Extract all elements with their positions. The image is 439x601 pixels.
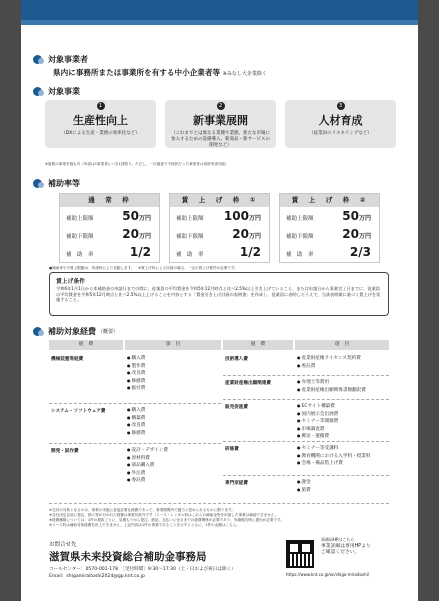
wage-condition-box	[49, 272, 389, 316]
expense-items	[127, 447, 168, 485]
expense-kind: 販売促進費	[225, 405, 248, 410]
rate-unit: 万円	[138, 233, 151, 240]
section-target	[33, 54, 88, 65]
expense-row	[49, 444, 221, 504]
rate-unit: 万円	[138, 215, 151, 222]
section-bullet-icon	[33, 87, 42, 96]
card-name: 人材育成	[318, 114, 363, 127]
rate-label: 補 助 率	[286, 252, 314, 258]
target-text: 県内に事務所または事業所を有する中小企業者等	[53, 68, 221, 77]
expense-row	[223, 442, 389, 476]
expense-row	[49, 352, 221, 404]
expense-item: ● 産業財産権出願関係書類翻訳費	[297, 387, 366, 395]
card-description: （DXによる生産・業務の効率化など）	[61, 131, 140, 136]
expense-row	[223, 476, 389, 504]
section-title: 対象事業	[48, 87, 80, 96]
expense-kind: 技術導入費	[225, 357, 248, 362]
section-title: 補助対象経費	[48, 327, 96, 336]
rate-unit: 万円	[358, 233, 371, 240]
expense-items	[297, 445, 370, 468]
expense-item: ● 購入費	[127, 407, 145, 415]
rate-value: 20	[232, 227, 249, 241]
card-number: 3	[337, 102, 345, 110]
rate-box-wage1	[169, 193, 270, 263]
expense-item: ● 構築費	[127, 415, 145, 423]
section-title: 対象事業者	[48, 55, 88, 64]
expense-note: ※経費種類については、1件の税抜ごとに、見積もりから発注、納品、支払いに至るまでの経費関係が必要であり、実績報告時に提出が必要です。	[49, 518, 284, 522]
expense-row	[223, 352, 389, 376]
card-description: （これまでとは異なる業種や業態、新たな市場に参入するための設備導入、新商品・新サービスの開発など）	[171, 131, 270, 148]
rates-note: ●補助率や予算上限額は、申請時により変動します。 ※賃上げ枠による申請の場合、一定の賃上げ要件が必要です。	[49, 266, 238, 270]
qr-text: ご確認ください。	[321, 550, 360, 555]
expense-item: ● 部品購入費	[127, 462, 168, 470]
expense-kind: 専門家経費	[225, 481, 248, 486]
rate-row-max	[60, 207, 159, 225]
rate-unit: 万円	[358, 215, 371, 222]
expense-kind: 開発・試作費	[51, 449, 79, 454]
rate-value: 100	[223, 209, 249, 223]
expense-item: ● 市場調査費	[297, 426, 338, 434]
expense-item: ● ECサイト構築費	[297, 403, 338, 411]
expense-items	[127, 407, 145, 437]
expense-item: ● 産業財産権ライセンス契約費	[297, 355, 361, 363]
exp-header-kind-right: 経 費	[223, 340, 293, 350]
expense-item: ● 弁理士等費用	[297, 379, 366, 387]
rate-label: 補助下限額	[66, 234, 94, 240]
expense-items	[297, 479, 311, 494]
rate-unit: 万円	[248, 233, 261, 240]
qr-title: 事務局HPはこちら	[321, 537, 355, 542]
qr-text: 事業詳細は専用HPより	[321, 543, 371, 549]
expense-item: ● 委託費	[127, 477, 168, 485]
rate-row-ratio	[170, 243, 269, 261]
expense-kind: 研修費	[225, 447, 239, 452]
business-card-3	[285, 100, 396, 148]
expense-item: ● 原材料費	[127, 455, 168, 463]
rate-value: 1/2	[129, 245, 151, 259]
contact-block	[49, 540, 236, 579]
rate-label: 補助上限額	[66, 216, 94, 222]
section-subtitle: （概要）	[98, 329, 119, 335]
expense-item: ● 委託費	[297, 363, 361, 371]
qr-code-icon[interactable]	[286, 540, 314, 568]
expense-item: ● 国内展示会出展費	[297, 411, 338, 419]
expense-item: ● 据付費	[127, 385, 145, 393]
contact-org: 滋賀県未来投資総合補助金事務局	[49, 551, 207, 563]
rate-row-min	[60, 225, 159, 243]
rate-unit: 万円	[248, 215, 261, 222]
target-description	[53, 67, 267, 78]
rate-header: 賃 上 げ 枠 ①	[170, 194, 269, 207]
expense-row	[49, 404, 221, 444]
card-name: 生産性向上	[73, 114, 128, 127]
website-link[interactable]: https://www.knt.co.jp/ec/shiga-miraitoshi/	[286, 572, 370, 577]
expense-items	[297, 379, 366, 394]
section-bullet-icon	[33, 55, 42, 64]
card-description: （従業員のリスキリングなど）	[309, 131, 372, 136]
expense-notes	[49, 508, 284, 528]
condition-title: 賃上げ条件	[56, 279, 85, 285]
rate-label: 補 助 率	[176, 252, 204, 258]
expense-items	[127, 355, 145, 393]
rate-row-max	[280, 207, 379, 225]
expense-note: ※リース料は補助対象経費を計上できません。上記内容は1件の事業であることを示すとともに、1件の金額はこちら。	[49, 523, 240, 527]
expense-items	[297, 355, 361, 370]
rate-header: 賃 上 げ 枠 ②	[280, 194, 379, 207]
contact-email[interactable]: Email：shigamiraitoshi2024@gp.knt.co.jp	[49, 574, 145, 579]
expense-item: ● セミナー等受講料	[297, 445, 370, 453]
rate-header: 通 常 枠	[60, 194, 159, 207]
rate-value: 2/3	[349, 245, 371, 259]
expense-item: ● 外注費	[127, 470, 168, 478]
rate-value: 50	[342, 209, 359, 223]
exp-header-item-right: 項 目	[295, 340, 389, 350]
expense-item: ● セミナー等開催費	[297, 418, 338, 426]
expense-note: ※交付の対象となるのは、事業の実施に直接必要な経費であって、事業期間内で適当と認められるものに限ります。	[49, 508, 235, 512]
expense-item: ● 教育機関における入学料・授業料	[297, 453, 370, 461]
flyer-page	[21, 0, 418, 601]
expense-kind: 機械装置等経費	[51, 357, 84, 362]
section-title: 補助率等	[48, 179, 80, 188]
business-card-2	[165, 100, 276, 148]
target-note: ※みなし大企業除く	[222, 71, 267, 77]
expense-item: ● 改良費	[127, 370, 145, 378]
rate-row-min	[170, 225, 269, 243]
rate-label: 補助下限額	[176, 234, 204, 240]
expense-item: ● 修繕費	[127, 430, 145, 438]
expense-item: ● 修繕費	[127, 378, 145, 386]
section-bullet-icon	[33, 327, 42, 336]
top-banner-edge	[21, 20, 418, 25]
rate-box-normal	[59, 193, 160, 263]
rate-label: 補助下限額	[286, 234, 314, 240]
expense-item: ● 設計・デザイン費	[127, 447, 168, 455]
contact-label: お問合せ先	[49, 542, 77, 548]
expense-row	[223, 376, 389, 400]
rate-value: 20	[342, 227, 359, 241]
card-name: 新事業展開	[193, 114, 248, 127]
card-number: 2	[217, 102, 225, 110]
exp-header-item-left: 項 目	[125, 340, 221, 350]
card-number: 1	[97, 102, 105, 110]
rate-label: 補助上限額	[176, 216, 204, 222]
rate-label: 補 助 率	[66, 252, 94, 258]
expense-items	[297, 403, 338, 441]
section-bullet-icon	[33, 179, 42, 188]
section-business	[33, 86, 80, 97]
rate-label: 補助上限額	[286, 216, 314, 222]
rate-row-ratio	[60, 243, 159, 261]
expense-item: ● 購入費	[127, 355, 145, 363]
qr-caption	[321, 537, 371, 557]
expense-item: ● 改良費	[127, 422, 145, 430]
expense-note: ※交付決定以前に発注、納入等が行われた経費は事業対象外です（リース・レンタル料はこれらの補助金等を申請した事業は補助できません。	[49, 513, 279, 517]
rate-box-wage2	[279, 193, 380, 263]
expense-item: ● 謝金	[297, 479, 311, 487]
expense-item: ● 旅費	[297, 487, 311, 495]
business-note: ※複数の事業実施も可（申請は1事業者につき1回限り。ただし、一次審査で不採択だった事業者は再度申請可能）	[45, 162, 229, 166]
expense-kind: 産業財産権出願関連費	[225, 381, 271, 386]
section-expenses	[33, 326, 118, 337]
business-card-1	[45, 100, 156, 148]
expense-item: ● 郵送・運搬費	[297, 433, 338, 441]
contact-phone: コールセンター：0570-001-178 ［受付時間］9:30～17:30（土・日および祝日は除く）	[49, 567, 236, 572]
condition-body: 令和6年1月1日から本補助金の申請日までの間に、従業員の平均賃金を令和5年12月時点と比べ2.5%以上引き上げていること、または申請日から事業完了日までに、従業員の平均賃金を令和5年12月時点と比べ2.5%以上上げることを内容とする「賃金引き上げ計画の表明書」を作成し、従業員に表明したうえで、当該表明額に基づく賃上げを実施すること。	[56, 286, 381, 303]
rate-value: 1/2	[239, 245, 261, 259]
expense-row	[223, 400, 389, 442]
rate-row-max	[170, 207, 269, 225]
expense-item: ● 会場・備品借上げ費	[297, 460, 370, 468]
rate-value: 50	[122, 209, 139, 223]
section-rates	[33, 178, 80, 189]
expense-kind: システム・ソフトウェア費	[51, 409, 106, 414]
expense-item: ● 製作費	[127, 363, 145, 371]
rate-row-ratio	[280, 243, 379, 261]
rate-value: 20	[122, 227, 139, 241]
exp-header-kind-left: 経 費	[49, 340, 123, 350]
rate-row-min	[280, 225, 379, 243]
